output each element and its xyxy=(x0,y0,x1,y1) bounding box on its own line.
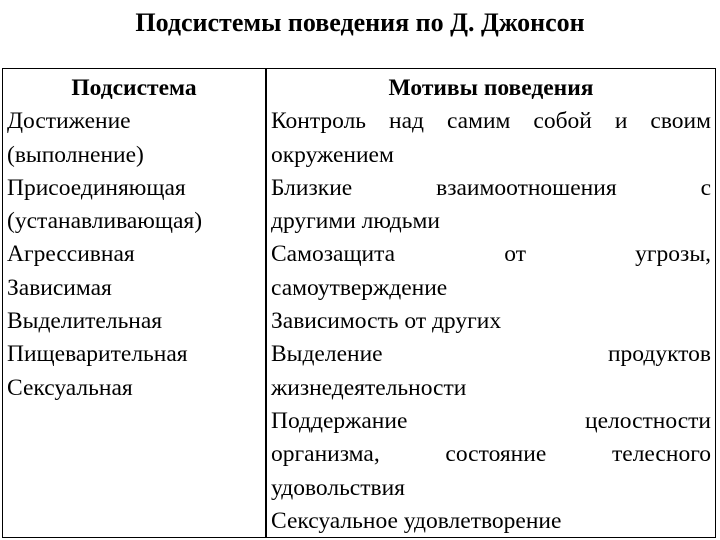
motive-line: организма, состояние телесного xyxy=(271,441,711,468)
motive-line: самоутверждение xyxy=(271,274,448,301)
motive-line: Зависимость от других xyxy=(271,308,502,335)
column-header-motives: Мотивы поведения xyxy=(388,75,594,101)
subsystem-line: Присоединяющая xyxy=(7,174,186,201)
motive-line: Контроль над самим собой и своим xyxy=(271,108,711,135)
subsystem-line: Зависимая xyxy=(7,274,112,301)
motive-line: жизнедеятельности xyxy=(271,374,467,401)
subsystem-column xyxy=(7,72,261,405)
motive-line: Самозащита от угрозы, xyxy=(271,241,711,268)
subsystem-line: Сексуальная xyxy=(7,374,133,401)
subsystem-line: (выполнение) xyxy=(7,141,144,168)
motive-line: окружением xyxy=(271,141,394,168)
column-divider xyxy=(265,69,267,537)
subsystem-line: Достижение xyxy=(7,108,131,135)
motive-line: Сексуальное удовлетворение xyxy=(271,507,562,534)
subsystem-line: Агрессивная xyxy=(7,241,135,268)
motive-line: Выделение продуктов xyxy=(271,341,711,368)
motive-line: Близкие взаимоотношения с xyxy=(271,174,711,201)
motive-line: удовольствия xyxy=(271,474,405,501)
subsystem-line: Пищеварительная xyxy=(7,341,188,368)
motive-line: Поддержание целостности xyxy=(271,407,711,434)
subsystem-line: (устанавливающая) xyxy=(7,208,203,235)
motive-line: другими людьми xyxy=(271,208,440,235)
subsystem-line: Выделительная xyxy=(7,308,163,335)
column-header-subsystem: Подсистема xyxy=(71,75,197,101)
behavior-subsystems-table xyxy=(2,68,716,538)
page-title: Подсистемы поведения по Д. Джонсон xyxy=(135,8,585,37)
motives-column xyxy=(271,72,711,538)
